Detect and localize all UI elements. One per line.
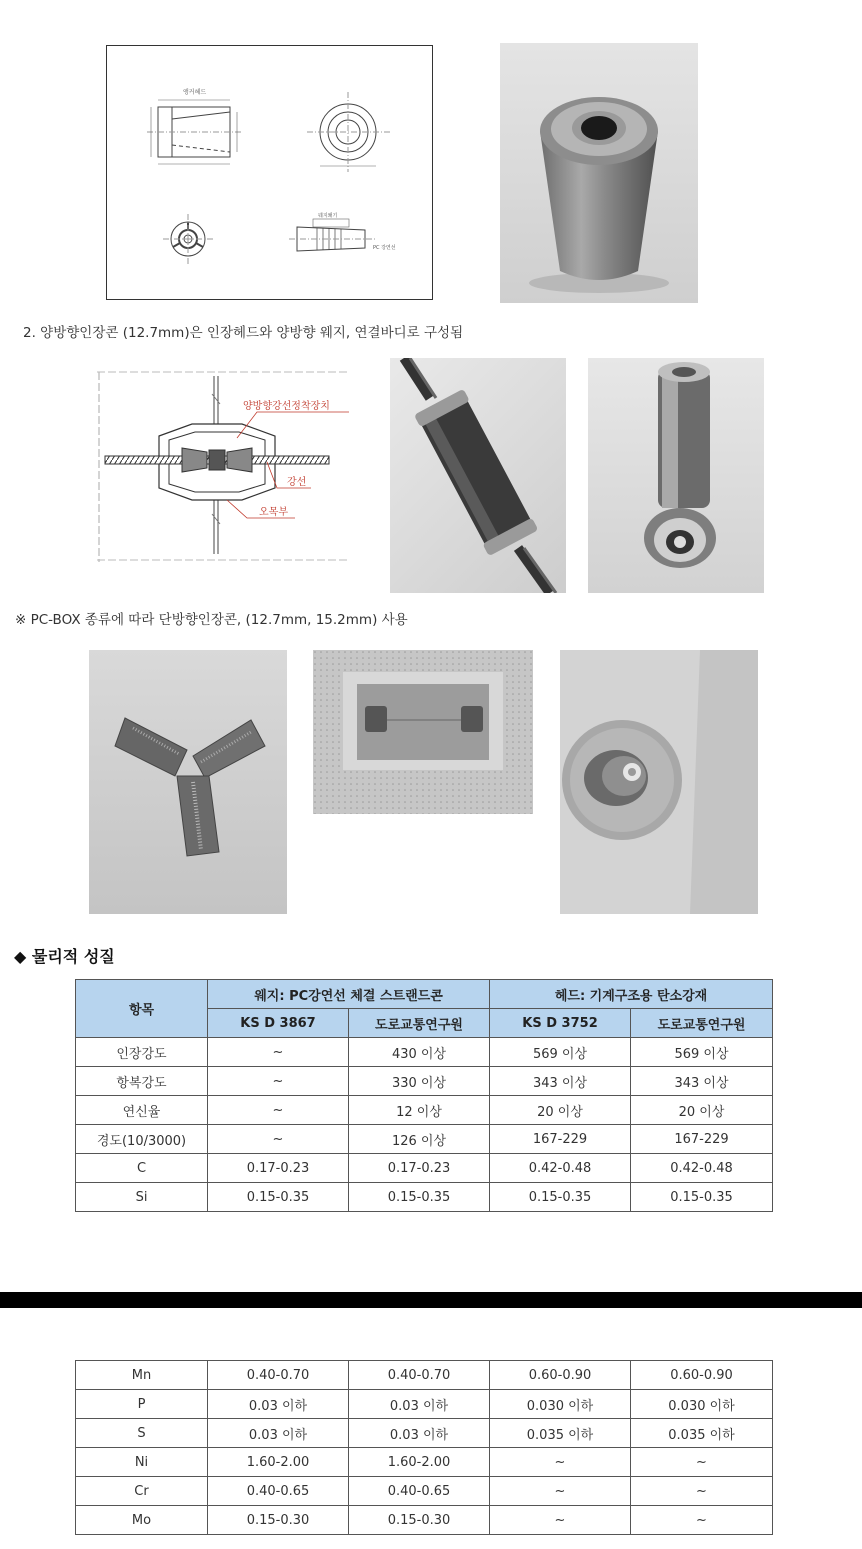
bidirectional-cone-drawing — [97, 364, 359, 566]
col-header: 도로교통연구원 — [349, 1009, 490, 1038]
table-cell: C — [76, 1154, 208, 1183]
page-divider — [0, 1292, 862, 1308]
table-cell: 0.15-0.35 — [631, 1183, 773, 1212]
table-cell: 0.15-0.30 — [349, 1506, 490, 1535]
anchor-head-drawing — [106, 45, 433, 300]
table-cell: 0.40-0.65 — [349, 1477, 490, 1506]
table-cell: 0.17-0.23 — [208, 1154, 349, 1183]
table-cell: 0.030 이하 — [490, 1390, 631, 1419]
table-cell: 0.60-0.90 — [490, 1361, 631, 1390]
table-cell: ~ — [490, 1506, 631, 1535]
table-cell: ~ — [208, 1125, 349, 1154]
col-header: KS D 3867 — [208, 1009, 349, 1038]
table-row — [76, 1390, 773, 1419]
anchor-head-label: 앵커헤드 — [183, 89, 207, 96]
table-row — [76, 1477, 773, 1506]
table-cell: 0.03 이하 — [349, 1390, 490, 1419]
table-cell: 20 이상 — [490, 1096, 631, 1125]
table-cell: 0.15-0.35 — [490, 1183, 631, 1212]
table-cell: 0.035 이하 — [631, 1419, 773, 1448]
table-cell: ~ — [208, 1067, 349, 1096]
cone-on-strand-photo — [390, 358, 566, 593]
pc-box-photo — [313, 650, 533, 814]
table-cell: 330 이상 — [349, 1067, 490, 1096]
table-cell: 인장강도 — [76, 1038, 208, 1067]
table-cell: 0.15-0.30 — [208, 1506, 349, 1535]
table-cell: 0.42-0.48 — [490, 1154, 631, 1183]
table-cell: 0.035 이하 — [490, 1419, 631, 1448]
cone-parts-photo — [588, 358, 764, 593]
table-cell: 0.40-0.65 — [208, 1477, 349, 1506]
table-cell: ~ — [208, 1038, 349, 1067]
table-cell: 569 이상 — [631, 1038, 773, 1067]
wedge-label: 웨지쐐기 — [318, 213, 338, 219]
table-cell: 0.030 이하 — [631, 1390, 773, 1419]
table-row — [76, 1038, 773, 1067]
table-cell: 0.42-0.48 — [631, 1154, 773, 1183]
table-cell: ~ — [490, 1448, 631, 1477]
table-cell: 0.40-0.70 — [208, 1361, 349, 1390]
table-cell: 경도(10/3000) — [76, 1125, 208, 1154]
table-cell: Cr — [76, 1477, 208, 1506]
table-cell: Mo — [76, 1506, 208, 1535]
wedges-photo — [89, 650, 287, 914]
table-cell: 569 이상 — [490, 1038, 631, 1067]
table-cell: ~ — [490, 1477, 631, 1506]
table-cell: 항복강도 — [76, 1067, 208, 1096]
section-2-caption: 2. 양방향인장콘 (12.7mm)은 인장헤드와 양방향 웨지, 연결바디로 구성됨 — [23, 325, 464, 341]
table-cell: 343 이상 — [490, 1067, 631, 1096]
table-cell: 0.17-0.23 — [349, 1154, 490, 1183]
table-cell: 0.03 이하 — [349, 1419, 490, 1448]
table-cell: 20 이상 — [631, 1096, 773, 1125]
table-cell: 0.15-0.35 — [349, 1183, 490, 1212]
table-cell: 0.15-0.35 — [208, 1183, 349, 1212]
col-header: KS D 3752 — [490, 1009, 631, 1038]
properties-table-continued — [75, 1360, 773, 1535]
table-cell: 12 이상 — [349, 1096, 490, 1125]
table-cell: 126 이상 — [349, 1125, 490, 1154]
table-cell: ~ — [631, 1506, 773, 1535]
properties-heading: ◆ 물리적 성질 — [14, 947, 115, 966]
table-row — [76, 1183, 773, 1212]
table-cell: 167-229 — [490, 1125, 631, 1154]
table-cell: S — [76, 1419, 208, 1448]
strand-label: PC 강연선 — [373, 245, 396, 251]
table-cell: 0.03 이하 — [208, 1419, 349, 1448]
item-header: 항목 — [76, 980, 208, 1038]
table-row — [76, 1125, 773, 1154]
table-row — [76, 1154, 773, 1183]
table-cell: 430 이상 — [349, 1038, 490, 1067]
table-cell: 0.60-0.90 — [631, 1361, 773, 1390]
installed-cone-photo — [560, 650, 758, 914]
table-cell: ~ — [631, 1477, 773, 1506]
table-cell: Mn — [76, 1361, 208, 1390]
table-cell: 1.60-2.00 — [208, 1448, 349, 1477]
table-cell: 연신율 — [76, 1096, 208, 1125]
table-cell: 0.40-0.70 — [349, 1361, 490, 1390]
table-cell: ~ — [631, 1448, 773, 1477]
table-row — [76, 1096, 773, 1125]
col-header: 도로교통연구원 — [631, 1009, 773, 1038]
wedge-group-header: 웨지: PC강연선 체결 스트랜드콘 — [208, 980, 490, 1009]
table-cell: Ni — [76, 1448, 208, 1477]
strand-callout: 강선 — [287, 477, 307, 488]
recess-label: 오목부 — [259, 507, 288, 518]
table-cell: 0.03 이하 — [208, 1390, 349, 1419]
table-row — [76, 1361, 773, 1390]
table-row — [76, 1506, 773, 1535]
pc-box-note: ※ PC-BOX 종류에 따라 단방향인장콘, (12.7mm, 15.2mm) 사용 — [15, 612, 408, 628]
table-cell: P — [76, 1390, 208, 1419]
table-cell: Si — [76, 1183, 208, 1212]
device-label: 양방향강선정착장치 — [243, 401, 330, 412]
properties-table — [75, 979, 773, 1212]
table-cell: ~ — [208, 1096, 349, 1125]
table-row — [76, 1067, 773, 1096]
table-cell: 167-229 — [631, 1125, 773, 1154]
table-row — [76, 1448, 773, 1477]
table-cell: 343 이상 — [631, 1067, 773, 1096]
table-row — [76, 1419, 773, 1448]
anchor-head-photo — [500, 43, 698, 303]
head-group-header: 헤드: 기계구조용 탄소강재 — [490, 980, 773, 1009]
table-cell: 1.60-2.00 — [349, 1448, 490, 1477]
